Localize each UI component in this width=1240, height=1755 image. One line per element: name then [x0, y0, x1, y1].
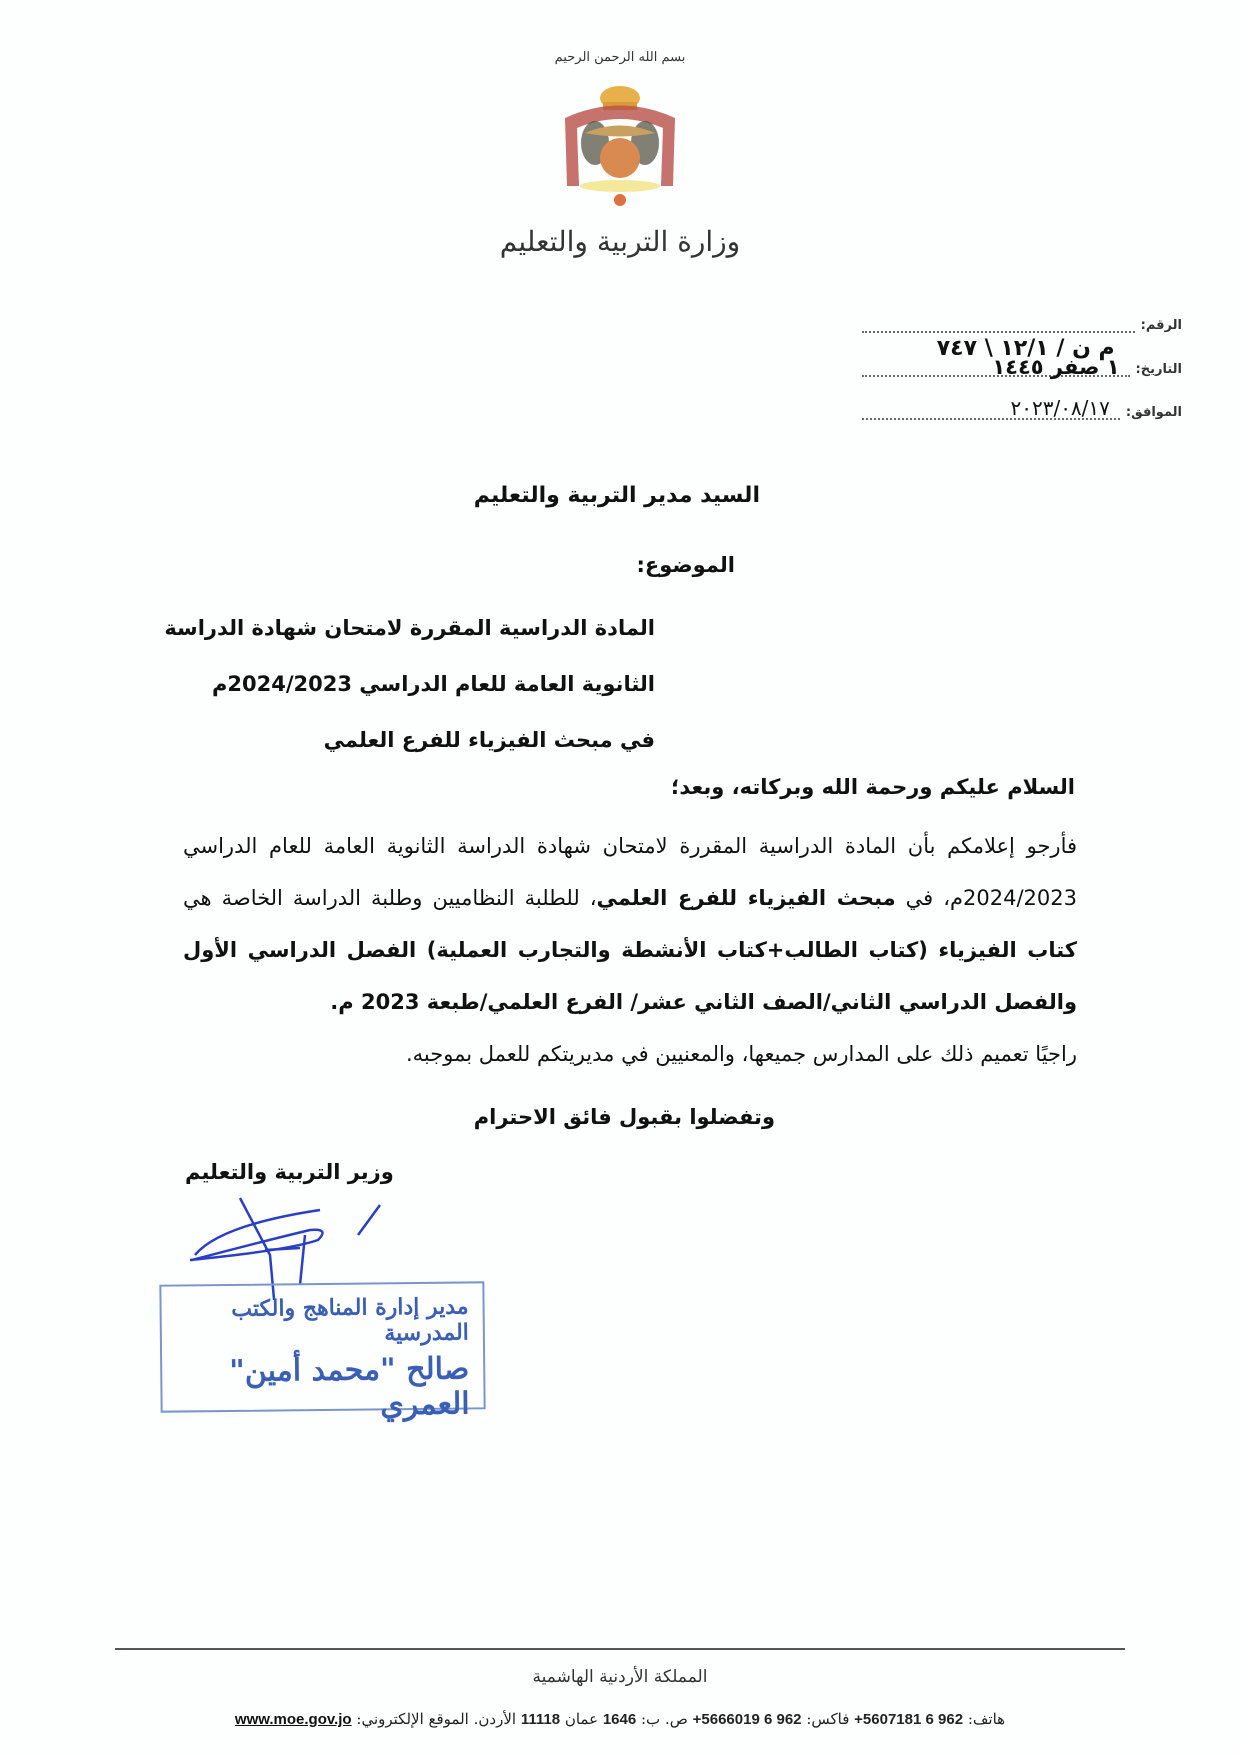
- subject-line: في مبحث الفيزياء للفرع العلمي: [323, 728, 655, 752]
- pobox-label: ص. ب:: [641, 1710, 688, 1728]
- postal-code: 11118: [520, 1711, 561, 1728]
- phone-number: 962 6 5607181+: [854, 1711, 964, 1728]
- ministry-name: وزارة التربية والتعليم: [499, 225, 741, 258]
- reference-number-value: م ن / ١٢/١ \ ٧٤٧: [936, 336, 1115, 361]
- body-text: فأرجو إعلامكم بأن المادة الدراسية المقررة لامتحان شهادة الدراسة الثانوية العامة للعام الدراسي 2024/2023م، في: [183, 834, 1077, 910]
- subject-line: الثانوية العامة للعام الدراسي 2024/2023م: [212, 672, 655, 696]
- greeting: السلام عليكم ورحمة الله وبركاته، وبعد؛: [670, 775, 1075, 799]
- subject-label: الموضوع:: [636, 553, 735, 577]
- country-short: الأردن.: [473, 1710, 517, 1728]
- signer-title: وزير التربية والتعليم: [185, 1160, 394, 1184]
- body-text-bold: كتاب الفيزياء (كتاب الطالب+كتاب الأنشطة والتجارب العملية) الفصل الدراسي الأول والفصل الدراسي الثاني/الصف الثاني عشر/ الفرع العلمي/طبعة 2023 م.: [183, 938, 1077, 1014]
- city: عمان: [564, 1710, 599, 1728]
- fax-number: 962 6 5666019+: [692, 1711, 802, 1728]
- reference-date-value: ١ صفر ١٤٤٥: [992, 355, 1120, 379]
- website-label: الموقع الإلكتروني:: [356, 1710, 469, 1728]
- phone-label: هاتف:: [967, 1710, 1006, 1728]
- website-link[interactable]: www.moe.gov.jo: [234, 1711, 352, 1728]
- footer-country: المملكة الأردنية الهاشمية: [532, 1667, 708, 1687]
- body-paragraph-2: راجيًا تعميم ذلك على المدارس جميعها، والمعنيين في مديريتكم للعمل بموجبه.: [405, 1042, 1077, 1066]
- subject-line: المادة الدراسية المقررة لامتحان شهادة الدراسة: [164, 616, 655, 640]
- reference-gregorian-value: ٢٠٢٣/٠٨/١٧: [1010, 396, 1110, 420]
- reference-number: [862, 318, 1182, 361]
- addressee: السيد مدير التربية والتعليم: [473, 483, 760, 508]
- reference-gregorian-date: [862, 396, 1182, 420]
- footer-divider: [115, 1648, 1125, 1650]
- body-paragraph-1: [183, 820, 1077, 1028]
- letter-body: [183, 820, 1077, 1080]
- body-text: ، للطلبة النظاميين وطلبة الدراسة الخاصة هي: [183, 886, 597, 910]
- reference-date-label: التاريخ:: [1135, 362, 1182, 377]
- stamp-name: صالح "محمد أمين" العمري: [228, 1351, 470, 1423]
- fax-label: فاكس:: [806, 1710, 850, 1728]
- body-text-bold: مبحث الفيزياء للفرع العلمي: [596, 886, 896, 910]
- reference-gregorian-label: الموافق:: [1125, 405, 1182, 420]
- official-stamp: [159, 1281, 485, 1423]
- subject-text: [95, 600, 655, 768]
- reference-number-label: الرقم:: [1140, 318, 1182, 333]
- stamp-title: مدير إدارة المناهج والكتب المدرسية: [231, 1293, 469, 1347]
- pobox-number: 1646: [602, 1711, 637, 1728]
- bismillah-header: بسم الله الرحمن الرحيم: [554, 50, 686, 65]
- reference-date: [862, 355, 1182, 379]
- footer-contact: [170, 1710, 1070, 1728]
- jordan-coat-of-arms-icon: [555, 78, 685, 213]
- closing-salutation: وتفضلوا بقبول فائق الاحترام: [473, 1105, 775, 1129]
